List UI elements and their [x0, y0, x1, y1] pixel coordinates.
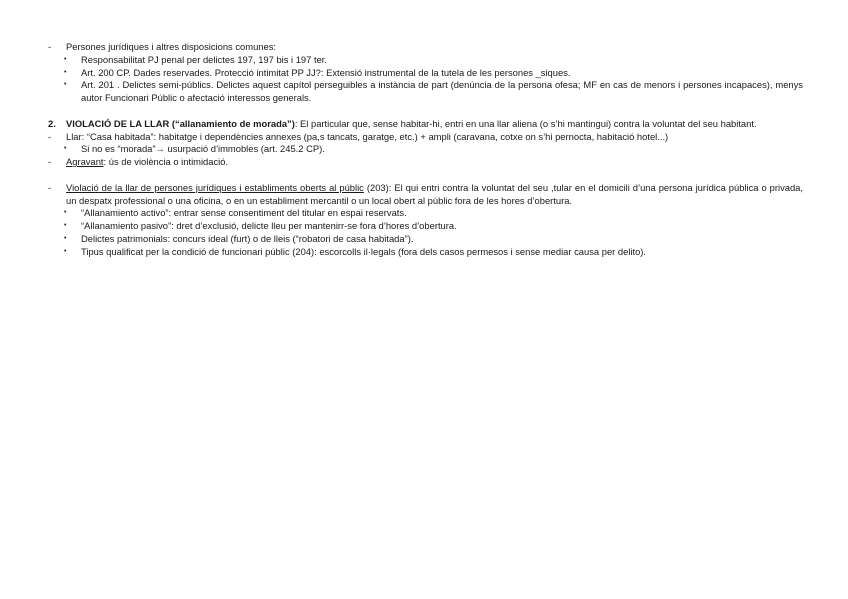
bullet-marker: •	[64, 234, 67, 242]
list-item	[48, 220, 803, 233]
list-item	[48, 41, 803, 54]
numbered-heading	[48, 118, 803, 131]
list-item	[48, 131, 803, 144]
spacer	[48, 169, 803, 182]
list-item	[48, 67, 803, 80]
spacer	[48, 105, 803, 118]
list-item-text: “Allanamiento pasivo”: dret d’exclusió, delicte lleu per mantenirr-se fora d’hores d’obertura.	[81, 220, 457, 232]
document-body	[48, 41, 803, 259]
list-item	[48, 79, 803, 105]
bullet-marker: •	[64, 247, 67, 255]
bullet-marker: •	[64, 55, 67, 63]
dash-marker: -	[48, 181, 52, 193]
list-item	[48, 156, 803, 169]
list-item	[48, 246, 803, 259]
section-heading: VIOLACIÓ DE LA LLAR (“allanamiento de morada”)	[66, 117, 295, 129]
dash-marker: -	[48, 41, 52, 52]
section-number: 2.	[48, 117, 56, 129]
list-item-text: “Allanamiento activo”: entrar sense consentiment del titular en espai reservats.	[81, 207, 407, 219]
list-item-text: Art. 201 . Delictes semi-públics. Delictes aquest capítol perseguibles a instància de part (denúncia de la persona ofesa; MF en cas de menors i persones incapaces), menys autor Funcionari Públic o afectació interessos generals.	[81, 79, 803, 104]
list-item	[48, 143, 803, 156]
bullet-marker: •	[64, 145, 67, 153]
underlined-term: Agravant	[66, 156, 104, 168]
list-item	[48, 54, 803, 67]
list-item	[48, 182, 803, 208]
list-item	[48, 207, 803, 220]
section-heading-text: : El particular que, sense habitar-hi, entri en una llar aliena (o s’hi mantingui) contra la voluntat del seu habitant.	[294, 117, 757, 129]
list-item	[48, 233, 803, 246]
section-title: Persones jurídiques i altres disposicions comunes:	[66, 41, 276, 52]
bullet-marker: •	[64, 81, 67, 89]
list-item-text: : ús de violència o intimidació.	[103, 156, 229, 168]
list-item-text: Art. 200 CP. Dades reservades. Protecció intimitat PP JJ?: Extensió instrumental de la tutela de les persones _siques.	[81, 66, 571, 78]
underlined-term: Violació de la llar de persones jurídiques i establiments oberts al públic	[66, 181, 364, 193]
bullet-marker: •	[64, 209, 67, 217]
list-item-text: Delictes patrimonials: concurs ideal (furt) o de lleis (“robatori de casa habitada”).	[81, 232, 414, 244]
dash-marker: -	[48, 130, 52, 142]
list-item-text: Llar: “Casa habitada”: habitatge i dependències annexes (pa,s tancats, garatge, etc.) + ampli (caravana, cotxe on s’hi pernocta, habitació hotel...)	[66, 130, 669, 142]
bullet-marker: •	[64, 68, 67, 76]
list-item-text: Responsabilitat PJ penal per delictes 197, 197 bis i 197 ter.	[81, 53, 327, 65]
list-item-text: (203): El qui entri contra la voluntat del seu ,tular en el domicili d’una persona jurídica pública o privada, un despatx professional o una oficina, o en un establiment mercantil o un local obert al públic fora de les hores d’obertura.	[66, 181, 804, 206]
list-item-text: Tipus qualificat per la condició de funcionari públic (204): escorcolls il·legals (fora dels casos permesos i sense mediar causa per delito).	[81, 245, 647, 257]
dash-marker: -	[48, 156, 52, 168]
list-item-text: Si no es “morada”→ usurpació d’immobles (art. 245.2 CP).	[81, 143, 325, 155]
bullet-marker: •	[64, 222, 67, 230]
